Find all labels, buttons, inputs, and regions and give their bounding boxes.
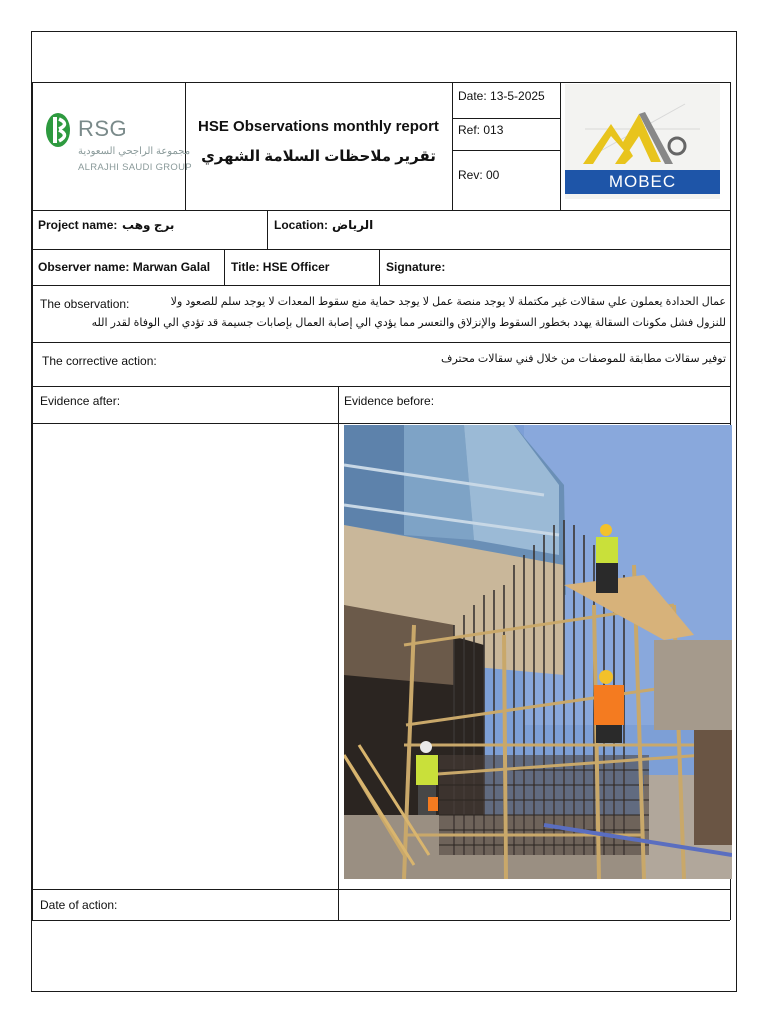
project-row-bottom-rule [32,249,730,250]
report-date: Date: 13-5-2025 [458,89,545,103]
header-top-rule [32,82,730,83]
date-of-action-label: Date of action: [40,898,118,912]
mobec-logo [565,84,720,199]
rsg-logo-icon [44,110,74,150]
date-ref-rule [452,118,560,119]
company-name-arabic: مجموعة الراجحي السعودية [78,146,191,157]
ref-rev-rule [452,150,560,151]
observation-text-line-1: عمال الحدادة يعملون علي سقالات غير مكتملة لا يوجد منصة عمل لا يوجد حماية منع سقوط المعدات لا يوجد سلم للصعود ولا [170,296,726,308]
location-value: الرياض [332,218,374,232]
title-signature-divider [379,249,380,285]
worker-top-helmet-icon [600,524,612,536]
meta-divider [560,82,561,210]
report-title-english: HSE Observations monthly report [198,118,439,135]
observer-row-bottom-rule [32,285,730,286]
rsg-logo-text: RSG [78,116,128,141]
company-name-english: ALRAJHI SAUDI GROUP [78,162,192,173]
observation-label: The observation: [40,297,130,311]
date-of-action-bottom-rule [32,920,730,921]
observer-name: Observer name: Marwan Galal [38,260,211,274]
observer-title: Title: HSE Officer [231,260,330,274]
corrective-row-bottom-rule [32,386,730,387]
project-name-label: Project name: [38,218,118,232]
mobec-logo-text: MOBEC [608,172,677,191]
evidence-before-photo [344,425,732,879]
evidence-label-row-bottom-rule [32,423,730,424]
evidence-after-label: Evidence after: [40,394,121,408]
observation-row-bottom-rule [32,342,730,343]
report-ref: Ref: 013 [458,123,504,137]
project-location-divider [267,210,268,249]
header-bottom-rule [32,210,730,211]
name-title-divider [224,249,225,285]
report-rev: Rev: 00 [458,168,500,182]
evidence-column-divider [338,386,339,920]
location-label: Location: [274,218,328,232]
report-title-arabic: تقرير ملاحظات السلامة الشهري [201,148,436,165]
corrective-action-label: The corrective action: [42,354,157,368]
table-left-border [32,82,33,920]
evidence-before-label: Evidence before: [344,394,435,408]
title-divider [452,82,453,210]
signature-label: Signature: [386,260,446,274]
report-page [31,31,737,992]
observation-text-line-2: للنزول فشل مكونات السقالة يهدد بخطور السقوط والإنزلاق والتعسر مما يؤدي الي إصابة العمال بإصابات جسيمة قد تؤدي الي الوفاة لقدر الله [91,317,726,329]
evidence-area-bottom-rule [32,889,730,890]
corrective-action-value: توفير سقالات مطابقة للموصفات من خلال فني سقالات محترف [441,353,726,365]
project-name-value: برج وهب [122,218,175,232]
